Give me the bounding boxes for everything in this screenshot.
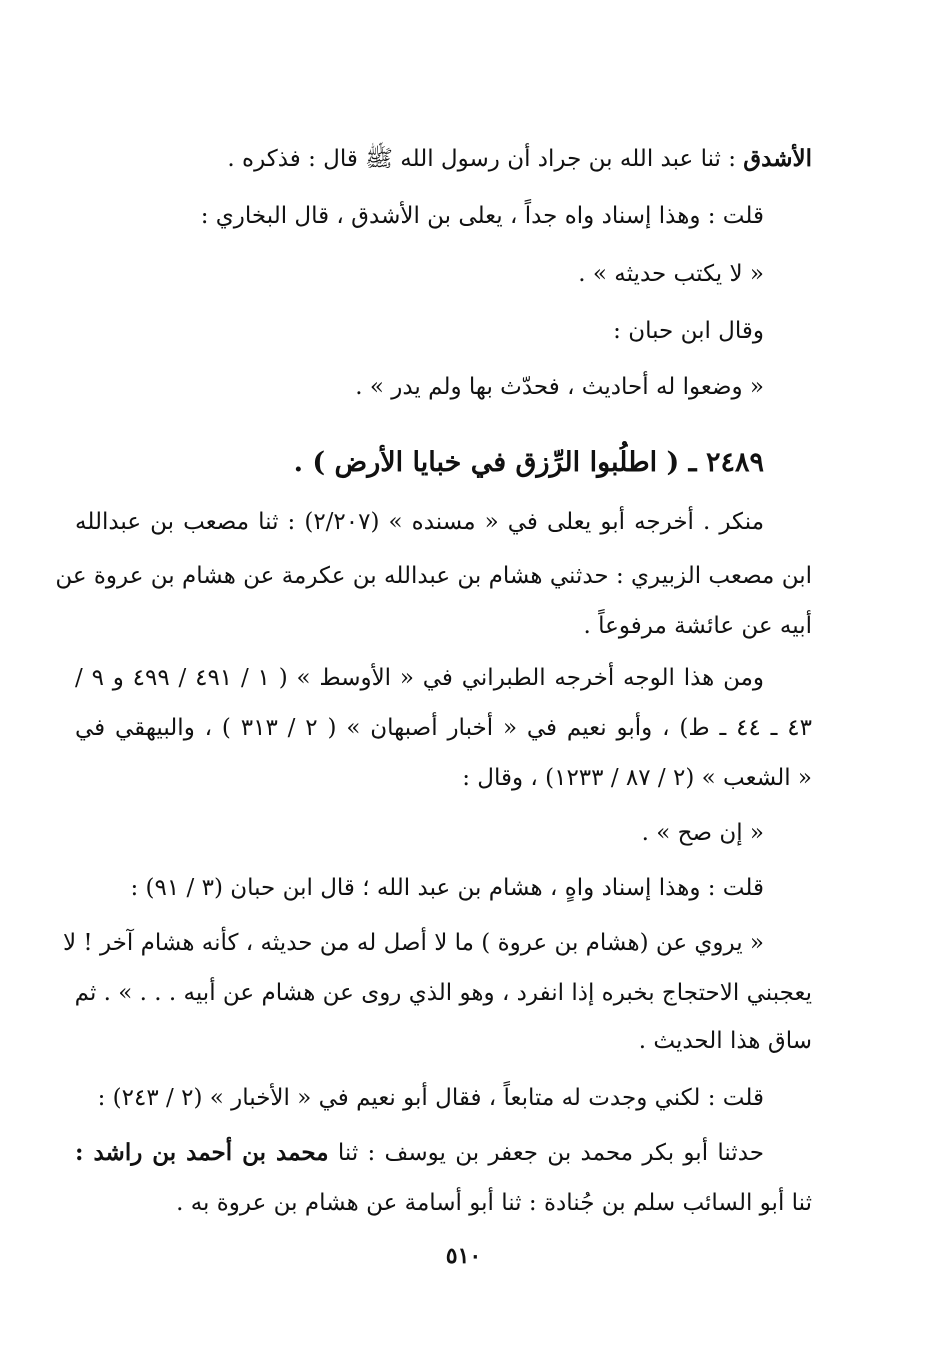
text-line-5: « وضعوا له أحاديث ، فحدّث بها ولم يدر » . [355, 374, 764, 400]
narrator-name: الأشدق [743, 145, 812, 172]
text-line-3: « لا يكتب حديثه » . [578, 261, 764, 287]
text-line-14: قلت : وهذا إسناد واهٍ ، هشام بن عبد الله ؛ قال ابن حبان (٣ / ٩١) : [130, 875, 764, 901]
text-line-16: يعجبني الاحتجاج بخبره إذا انفرد ، وهو الذي روى عن هشام عن أبيه . . . » . ثم [74, 980, 812, 1006]
text-line-8: ابن مصعب الزبيري : حدثني هشام بن عبدالله بن عكرمة عن هشام بن عروة عن [55, 563, 812, 589]
text-line-7: منكر . أخرجه أبو يعلى في « مسنده » (٢/٢٠٧) : ثنا مصعب بن عبدالله [75, 509, 765, 535]
text-line-2: قلت : وهذا إسناد واه جداً ، يعلى بن الأشدق ، قال البخاري : [200, 203, 764, 229]
text-line-10: ومن هذا الوجه أخرجه الطبراني في « الأوسط » ( ١ / ٤٩١ / ٤٩٩ و ٩ / [75, 665, 765, 691]
text-line-9: أبيه عن عائشة مرفوعاً . [583, 613, 812, 639]
text-line-18: قلت : لكني وجدت له متابعاً ، فقال أبو نعيم في « الأخبار » (٢ / ٢٤٣) : [97, 1085, 764, 1111]
text-line-12: « الشعب » (٢ / ٨٧ / ١٢٣٣) ، وقال : [462, 765, 812, 791]
text-line-20: ثنا أبو السائب سلم بن جُنادة : ثنا أبو أسامة عن هشام بن عروة به . [176, 1190, 812, 1216]
text-line-15: « يروي عن (هشام بن عروة ) ما لا أصل له من حديثه ، كأنه هشام آخر ! لا [62, 930, 764, 956]
text-line-11: ٤٣ ـ ٤٤ ـ ط) ، وأبو نعيم في « أخبار أصبهان » ( ٢ / ٣١٣ ) ، والبيهقي في [75, 715, 812, 741]
narrator-name-2: محمد بن أحمد بن راشد : [75, 1139, 329, 1166]
text-line-4: وقال ابن حبان : [613, 318, 764, 344]
page-number: ٥١٠ [445, 1243, 482, 1269]
text-line-17: ساق هذا الحديث . [638, 1028, 812, 1054]
text-line-19-start: حدثنا أبو بكر محمد بن جعفر بن يوسف : ثنا [337, 1140, 765, 1166]
hadith-heading: ٢٤٨٩ ـ ( اطلُبوا الرِّزق في خبايا الأرض ) . [293, 447, 764, 478]
text-line-19 [75, 1137, 764, 1169]
text-line-1 [227, 143, 812, 175]
text-line-13: « إن صح » . [641, 820, 764, 846]
text-line-1-rest: : ثنا عبد الله بن جراد أن رسول الله ﷺ قال : فذكره . [227, 146, 736, 172]
